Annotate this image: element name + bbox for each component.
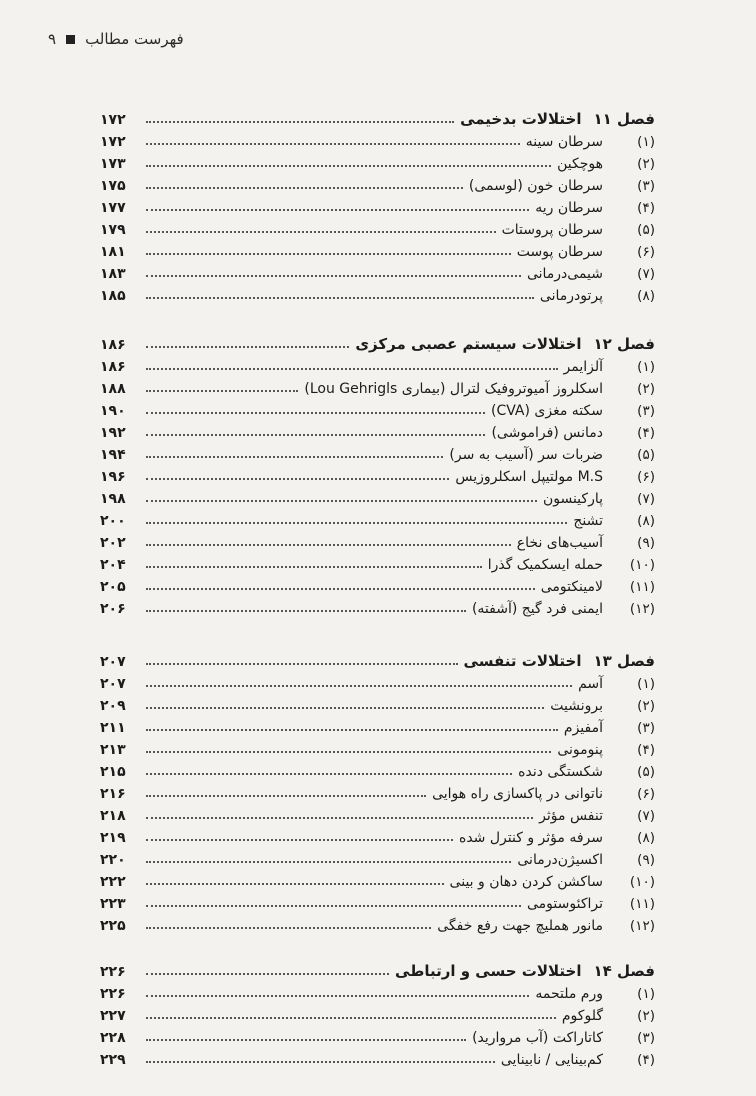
toc-entry[interactable] — [100, 375, 655, 397]
entry-page-number: ۱۷۲ — [100, 134, 126, 150]
leader-dots — [146, 905, 521, 907]
toc-entry[interactable] — [100, 714, 655, 736]
leader-dots — [146, 390, 298, 392]
entry-title: برونشیت — [550, 698, 603, 714]
toc-entry[interactable] — [100, 758, 655, 780]
entry-page-number: ۲۱۵ — [100, 764, 126, 780]
entry-title: پرتودرمانی — [539, 288, 603, 304]
entry-number: (۴) — [637, 742, 655, 758]
chapter-label: فصل ۱۴ — [593, 962, 655, 980]
toc-entry[interactable] — [100, 595, 655, 617]
entry-title: سرطان خون (لوسمی) — [468, 178, 603, 194]
entry-number: (۱۰) — [629, 557, 655, 573]
entry-page-number: ۱۹۰ — [100, 403, 126, 419]
leader-dots — [146, 927, 431, 929]
entry-number: (۶) — [637, 786, 655, 802]
entry-title: پارکینسون — [542, 491, 603, 507]
entry-page-number: ۲۲۳ — [100, 896, 126, 912]
leader-dots — [146, 346, 349, 348]
entry-title: کم‌بینایی / نابینایی — [500, 1052, 603, 1068]
entry-page-number: ۱۸۱ — [100, 244, 126, 260]
entry-title: آسیب‌های نخاع — [516, 535, 603, 551]
entry-page-number: ۲۲۸ — [100, 1030, 126, 1046]
square-bullet-icon — [66, 35, 75, 44]
leader-dots — [146, 773, 512, 775]
toc-entry[interactable] — [100, 868, 655, 890]
entry-title: گلوکوم — [561, 1008, 603, 1024]
entry-page-number: ۲۱۹ — [100, 830, 126, 846]
toc-entry[interactable] — [100, 912, 655, 934]
entry-page-number: ۱۸۸ — [100, 381, 126, 397]
entry-page-number: ۱۷۳ — [100, 156, 126, 172]
leader-dots — [146, 478, 449, 480]
leader-dots — [146, 209, 529, 211]
entry-number: (۱) — [637, 359, 655, 375]
leader-dots — [146, 685, 572, 687]
entry-number: (۱) — [637, 986, 655, 1002]
entry-number: (۱) — [637, 676, 655, 692]
toc-entry[interactable] — [100, 463, 655, 485]
leader-dots — [146, 995, 529, 997]
leader-dots — [146, 839, 453, 841]
leader-dots — [146, 522, 567, 524]
leader-dots — [146, 165, 551, 167]
chapter-page-number: ۱۷۲ — [100, 112, 126, 128]
entry-number: (۵) — [637, 764, 655, 780]
entry-page-number: ۱۷۹ — [100, 222, 126, 238]
toc-entry[interactable] — [100, 507, 655, 529]
leader-dots — [146, 1039, 466, 1041]
chapter-heading[interactable] — [100, 100, 655, 128]
leader-dots — [146, 707, 544, 709]
entry-number: (۲) — [637, 1008, 655, 1024]
chapter-heading[interactable] — [100, 642, 655, 670]
entry-title: کاتاراکت (آب مروارید) — [472, 1030, 603, 1046]
entry-page-number: ۲۰۶ — [100, 601, 126, 617]
entry-number: (۵) — [637, 447, 655, 463]
entry-page-number: ۱۸۳ — [100, 266, 126, 282]
leader-dots — [146, 275, 521, 277]
chapter-label: فصل ۱۲ — [593, 335, 655, 353]
entry-number: (۲) — [637, 156, 655, 172]
toc-entry[interactable] — [100, 1024, 655, 1046]
entry-title: ضربات سر (آسیب به سر) — [449, 447, 603, 463]
entry-page-number: ۱۹۸ — [100, 491, 126, 507]
toc-entry[interactable] — [100, 573, 655, 595]
toc-entry[interactable] — [100, 736, 655, 758]
chapter-label: فصل ۱۱ — [593, 110, 655, 128]
leader-dots — [146, 187, 463, 189]
toc-entry[interactable] — [100, 172, 655, 194]
entry-page-number: ۲۱۸ — [100, 808, 126, 824]
leader-dots — [146, 297, 534, 299]
entry-number: (۳) — [637, 178, 655, 194]
entry-number: (۸) — [637, 288, 655, 304]
entry-number: (۱۱) — [629, 896, 655, 912]
entry-number: (۹) — [637, 535, 655, 551]
entry-title: حمله ایسکمیک گذرا — [487, 557, 603, 573]
leader-dots — [146, 500, 537, 502]
entry-title: هوچکین — [557, 156, 603, 172]
toc-entry[interactable] — [100, 216, 655, 238]
entry-page-number: ۲۰۰ — [100, 513, 126, 529]
entry-number: (۱۰) — [629, 874, 655, 890]
entry-title: اکسیژن‌درمانی — [517, 852, 603, 868]
entry-page-number: ۲۰۷ — [100, 676, 126, 692]
entry-page-number: ۲۱۳ — [100, 742, 126, 758]
entry-page-number: ۱۷۵ — [100, 178, 126, 194]
chapter-page-number: ۲۲۶ — [100, 964, 126, 980]
entry-title: مانور همليچ جهت رفع خفگی — [437, 918, 603, 934]
toc-entry[interactable] — [100, 529, 655, 551]
leader-dots — [146, 817, 533, 819]
entry-page-number: ۱۷۷ — [100, 200, 126, 216]
entry-number: (۱۲) — [629, 601, 655, 617]
toc-entry[interactable] — [100, 282, 655, 304]
leader-dots — [146, 456, 443, 458]
entry-title: دمانس (فراموشی) — [491, 425, 603, 441]
entry-page-number: ۲۲۰ — [100, 852, 126, 868]
entry-number: (۶) — [637, 244, 655, 260]
header-title: فهرست مطالب — [85, 30, 184, 48]
entry-number: (۱۱) — [629, 579, 655, 595]
entry-title: شیمی‌درمانی — [526, 266, 603, 282]
leader-dots — [146, 143, 520, 145]
entry-page-number: ۱۹۲ — [100, 425, 126, 441]
toc-entry[interactable] — [100, 780, 655, 802]
entry-number: (۲) — [637, 698, 655, 714]
page-number: ۹ — [48, 30, 57, 48]
entry-page-number: ۲۰۵ — [100, 579, 126, 595]
toc-entry[interactable] — [100, 692, 655, 714]
leader-dots — [146, 368, 558, 370]
entry-page-number: ۲۱۶ — [100, 786, 126, 802]
toc-entry[interactable] — [100, 397, 655, 419]
toc-entry[interactable] — [100, 1046, 655, 1068]
leader-dots — [146, 861, 511, 863]
entry-title: سرطان پروستات — [501, 222, 603, 238]
leader-dots — [146, 795, 426, 797]
chapter-section — [100, 642, 655, 934]
entry-title: سرطان ریه — [535, 200, 603, 216]
entry-number: (۷) — [637, 491, 655, 507]
toc-entry[interactable] — [100, 824, 655, 846]
toc-entry[interactable] — [100, 238, 655, 260]
page-header — [48, 30, 184, 48]
chapter-page-number: ۲۰۷ — [100, 654, 126, 670]
entry-title: اسکلروز آمیوتروفیک لترال (بیماری Lou Gehrigls) — [304, 381, 603, 397]
chapter-page-number: ۱۸۶ — [100, 337, 126, 353]
toc-entry[interactable] — [100, 980, 655, 1002]
leader-dots — [146, 751, 551, 753]
entry-page-number: ۱۹۴ — [100, 447, 126, 463]
leader-dots — [146, 610, 466, 612]
toc-entry[interactable] — [100, 260, 655, 282]
entry-title: آمفیزم — [563, 720, 603, 736]
toc-entry[interactable] — [100, 802, 655, 824]
leader-dots — [146, 231, 496, 233]
entry-title: آسم — [578, 676, 603, 692]
entry-title: سرفه مؤثر و کنترل شده — [459, 830, 603, 846]
entry-number: (۳) — [637, 403, 655, 419]
entry-title: ساکشن کردن دهان و بینی — [449, 874, 603, 890]
entry-number: (۵) — [637, 222, 655, 238]
entry-number: (۲) — [637, 381, 655, 397]
toc-entry[interactable] — [100, 670, 655, 692]
entry-number: (۱) — [637, 134, 655, 150]
toc-entry[interactable] — [100, 551, 655, 573]
entry-number: (۷) — [637, 266, 655, 282]
toc-entry[interactable] — [100, 419, 655, 441]
entry-title: ورم ملتحمه — [535, 986, 603, 1002]
entry-title: شکستگی دنده — [518, 764, 603, 780]
leader-dots — [146, 973, 389, 975]
entry-number: (۱۲) — [629, 918, 655, 934]
entry-title: M.S مولتیپل اسکلروزیس — [455, 469, 603, 485]
entry-title: تراکئوستومی — [527, 896, 603, 912]
entry-number: (۸) — [637, 830, 655, 846]
chapter-title: اختلالات بدخیمی — [460, 110, 582, 128]
entry-page-number: ۲۰۹ — [100, 698, 126, 714]
chapter-title: اختلالات حسی و ارتباطی — [395, 962, 582, 980]
entry-page-number: ۲۰۴ — [100, 557, 126, 573]
entry-title: آلزایمر — [563, 359, 603, 375]
entry-page-number: ۲۲۹ — [100, 1052, 126, 1068]
entry-page-number: ۱۸۵ — [100, 288, 126, 304]
leader-dots — [146, 883, 444, 885]
chapter-section — [100, 325, 655, 617]
entry-title: پنومونی — [557, 742, 603, 758]
toc-entry[interactable] — [100, 128, 655, 150]
toc-entry[interactable] — [100, 353, 655, 375]
entry-number: (۳) — [637, 1030, 655, 1046]
toc-entry[interactable] — [100, 441, 655, 463]
toc-entry[interactable] — [100, 150, 655, 172]
chapter-section — [100, 952, 655, 1068]
entry-title: سکته مغزی (CVA) — [490, 403, 603, 419]
chapter-label: فصل ۱۳ — [593, 652, 655, 670]
chapter-heading[interactable] — [100, 952, 655, 980]
entry-number: (۴) — [637, 1052, 655, 1068]
chapter-title: اختلالات سیستم عصبی مرکزی — [355, 335, 582, 353]
leader-dots — [146, 588, 535, 590]
leader-dots — [146, 1017, 556, 1019]
entry-title: ایمنی فرد گیج (آشفته) — [471, 601, 603, 617]
entry-number: (۳) — [637, 720, 655, 736]
entry-title: تنفس مؤثر — [539, 808, 603, 824]
entry-title: سرطان سینه — [525, 134, 603, 150]
toc-entry[interactable] — [100, 194, 655, 216]
leader-dots — [146, 434, 485, 436]
entry-title: لامینکتومی — [540, 579, 603, 595]
toc-entry[interactable] — [100, 846, 655, 868]
entry-page-number: ۲۱۱ — [100, 720, 126, 736]
entry-title: سرطان پوست — [516, 244, 603, 260]
entry-page-number: ۲۲۲ — [100, 874, 126, 890]
leader-dots — [146, 544, 511, 546]
leader-dots — [146, 412, 485, 414]
entry-number: (۹) — [637, 852, 655, 868]
toc-entry[interactable] — [100, 1002, 655, 1024]
entry-page-number: ۱۸۶ — [100, 359, 126, 375]
entry-page-number: ۲۲۶ — [100, 986, 126, 1002]
entry-number: (۷) — [637, 808, 655, 824]
toc-entry[interactable] — [100, 485, 655, 507]
leader-dots — [146, 663, 458, 665]
entry-number: (۴) — [637, 200, 655, 216]
entry-page-number: ۲۰۲ — [100, 535, 126, 551]
entry-page-number: ۲۲۵ — [100, 918, 126, 934]
chapter-section — [100, 100, 655, 304]
leader-dots — [146, 566, 482, 568]
chapter-heading[interactable] — [100, 325, 655, 353]
leader-dots — [146, 1061, 495, 1063]
entry-title: ناتوانی در پاکسازی راه هوایی — [432, 786, 603, 802]
toc-entry[interactable] — [100, 890, 655, 912]
entry-page-number: ۱۹۶ — [100, 469, 126, 485]
chapter-title: اختلالات تنفسی — [463, 652, 582, 670]
entry-title: تشنج — [573, 513, 603, 529]
leader-dots — [146, 729, 558, 731]
leader-dots — [146, 121, 454, 123]
entry-number: (۴) — [637, 425, 655, 441]
entry-page-number: ۲۲۷ — [100, 1008, 126, 1024]
entry-number: (۶) — [637, 469, 655, 485]
leader-dots — [146, 253, 511, 255]
entry-number: (۸) — [637, 513, 655, 529]
